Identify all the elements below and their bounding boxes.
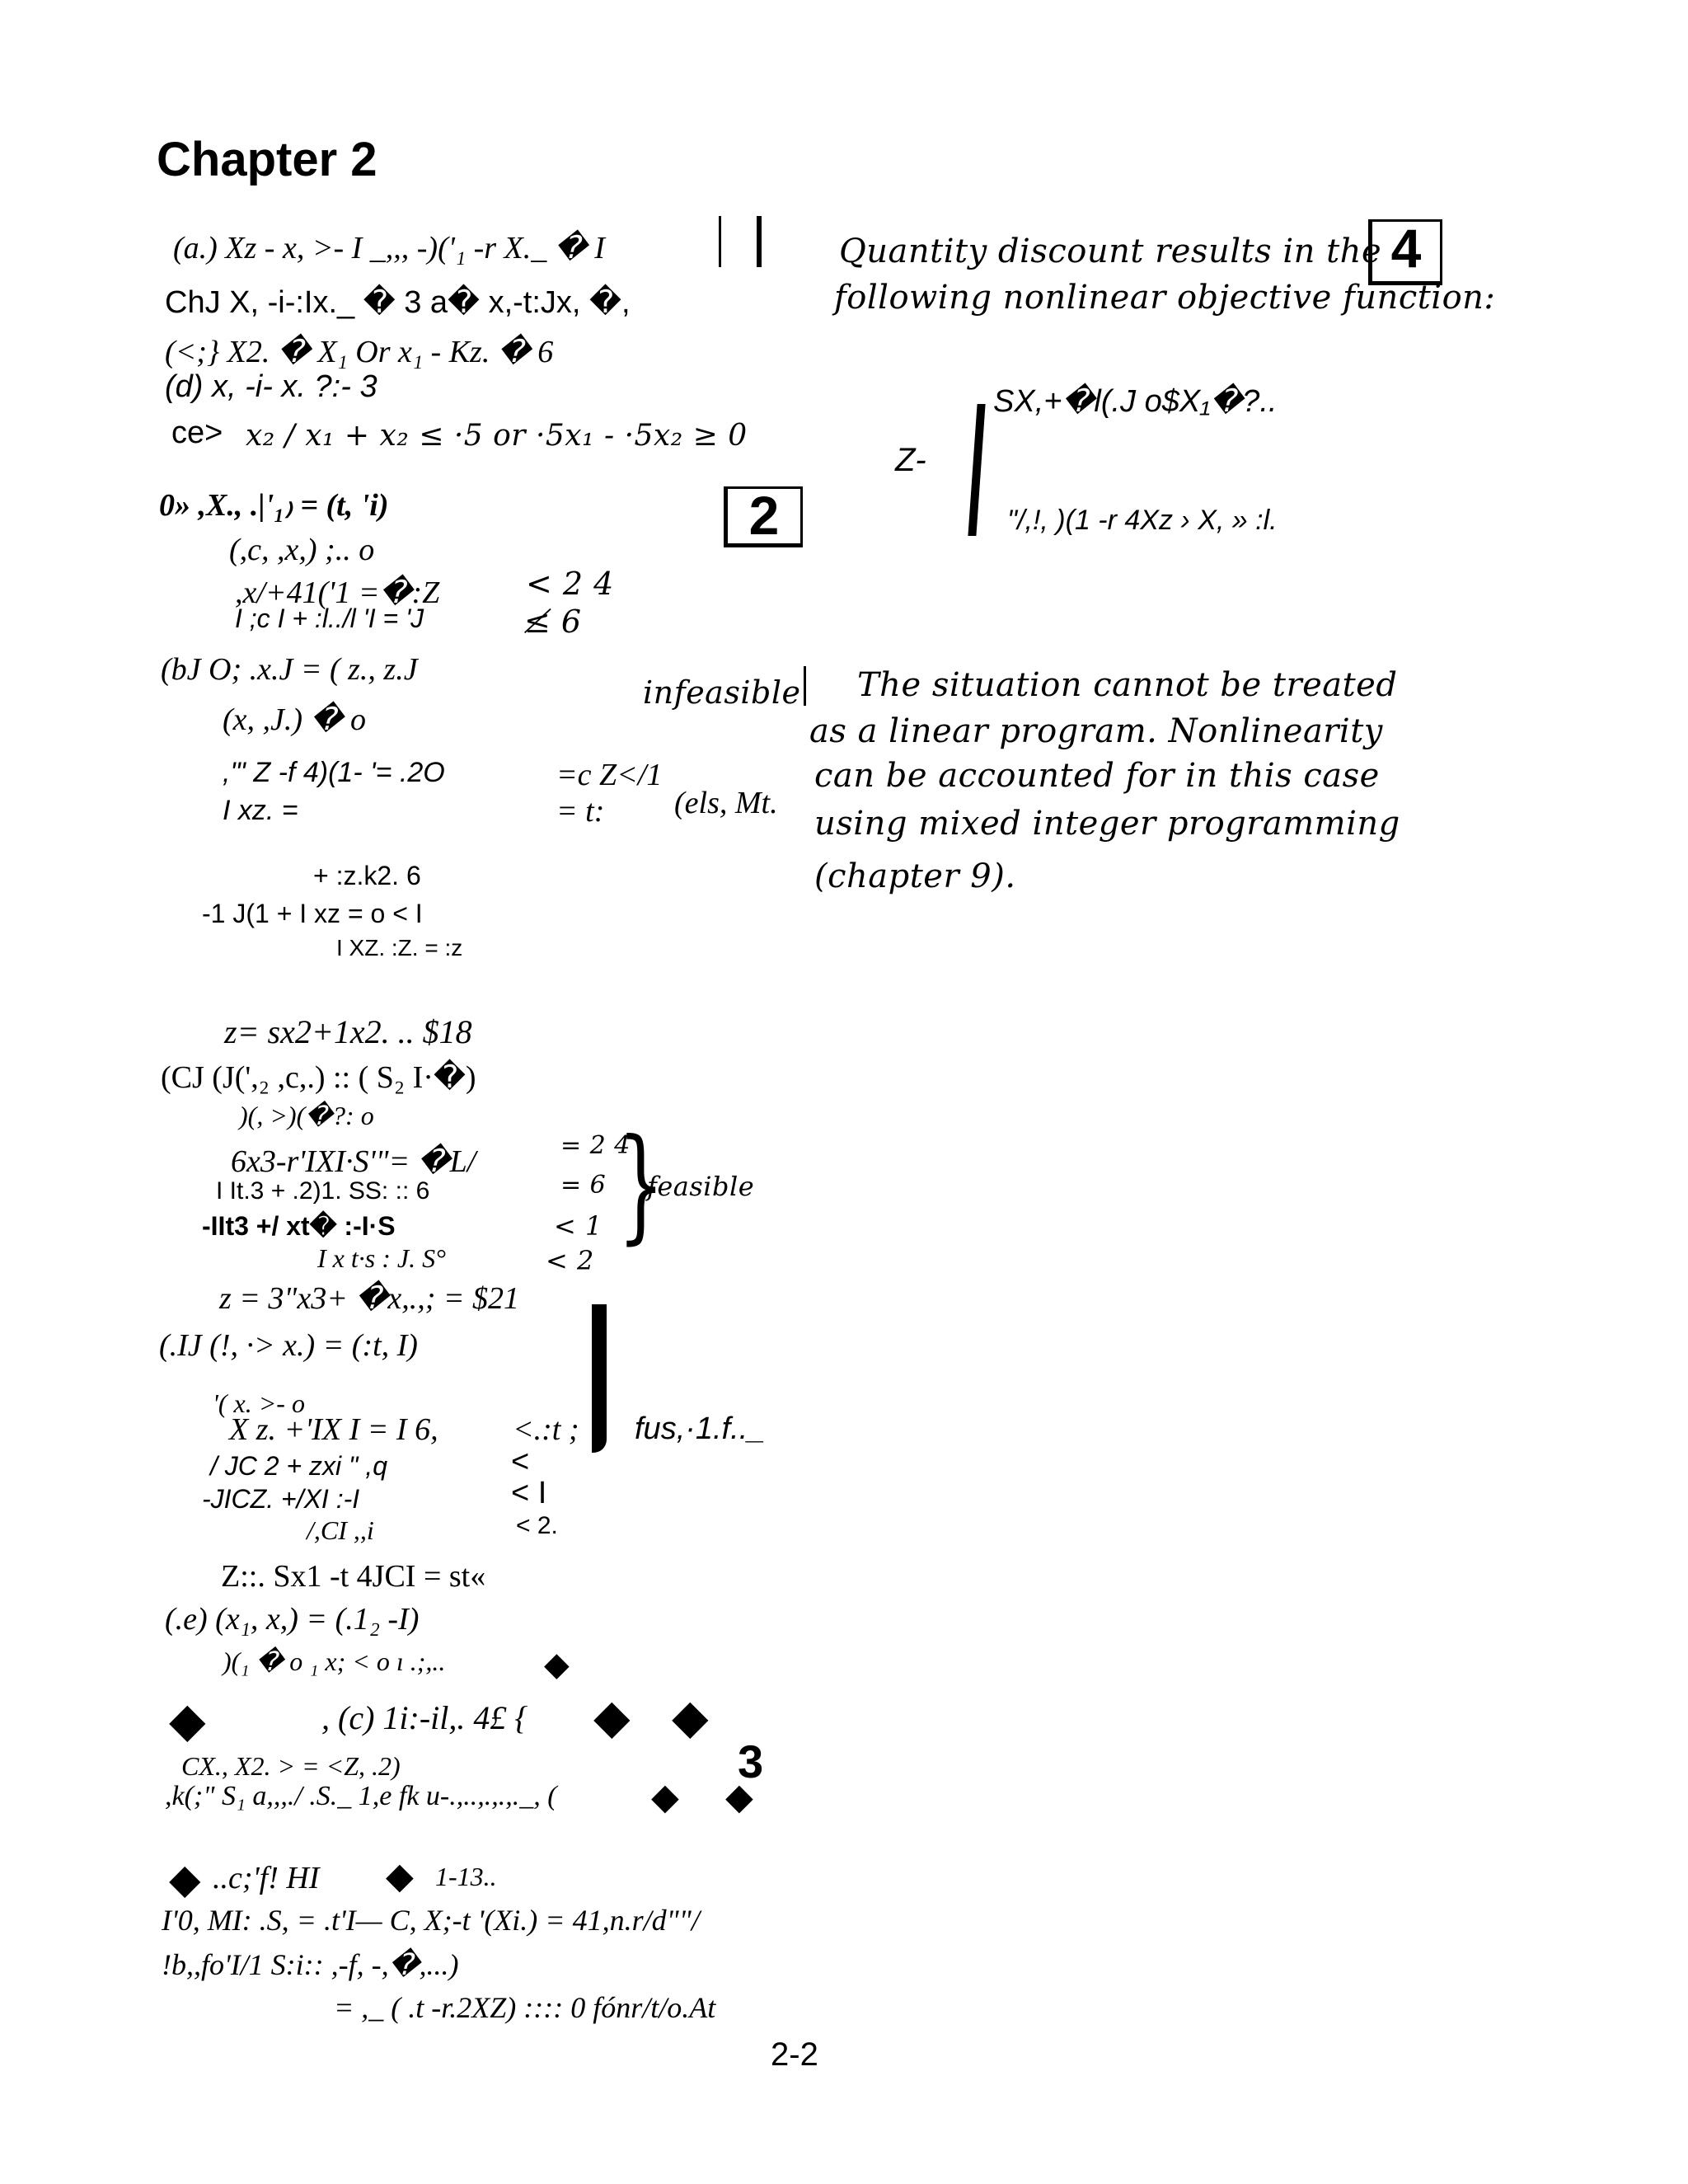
solution-ineq-2: ≰ 6 bbox=[524, 604, 582, 640]
objective-case-2: "/,!, )(1 -r 4Xz › X, » :l. bbox=[1007, 505, 1278, 536]
solution-line-p2: ,k(;" S₁ a,,,./ .S._ 1,e fk u-.,..,.,.,._, ( bbox=[165, 1781, 557, 1811]
quantity-discount-note-line1: Quantity discount results in the bbox=[839, 232, 1382, 270]
glyph-diamond-6: ◆ bbox=[725, 1776, 753, 1818]
feasible-ineq-3: < 1 bbox=[554, 1210, 603, 1242]
solution-line-f3: ,x/+41('1 =�:Z bbox=[235, 575, 440, 610]
solution-line-g3: ,"' Z -f 4)(1- '= .2O bbox=[223, 757, 445, 788]
solution-ineq-1: < 2 4 bbox=[526, 566, 614, 602]
glyph-diamond-1: ◆ bbox=[544, 1646, 570, 1684]
solution-line-a: (a.) Xz - x, >- I _,,, -)('₁ -r X._ � I bbox=[173, 231, 605, 265]
vertical-rule-1 bbox=[719, 216, 721, 267]
solution-line-h3: I XZ. :Z. = :z bbox=[336, 935, 463, 960]
solution-line-p: CX., X2. > = <Z, .2) bbox=[181, 1751, 401, 1781]
infeasible-divider bbox=[804, 666, 806, 706]
solution-line-j5: -IIt3 +/ xt� :-I·S bbox=[202, 1211, 396, 1241]
solution-line-l3: X z. +'IX I = I 6, bbox=[229, 1412, 438, 1447]
glyph-diamond-5: ◆ bbox=[651, 1776, 679, 1818]
linear-program-note-line1: The situation cannot be treated bbox=[857, 666, 1398, 704]
objective-case-1: SX,+�l(.J o$X₁�?.. bbox=[993, 384, 1278, 419]
glyph-diamond-3: ◆ bbox=[593, 1688, 631, 1745]
solution-line-i: z= sx2+1x2. .. $18 bbox=[224, 1013, 472, 1050]
solution-line-j3: 6x3-r'IXI·S'"= �L/ bbox=[231, 1144, 476, 1179]
solution-line-s: !b,,fo'I/1 S:i:: ,-f, -,�,...) bbox=[162, 1948, 459, 1981]
problem-number-box-2: 2 bbox=[724, 486, 803, 547]
solution-line-t: = ,_ ( .t -r.2XZ) :::: 0 fónr/t/o.At bbox=[334, 1991, 716, 2024]
solution-line-g4: I xz. = bbox=[223, 795, 298, 826]
feasible-ineq-4: < 2 bbox=[546, 1245, 594, 1276]
solution-line-q2: 1-13.. bbox=[435, 1862, 497, 1891]
solution-line-h1: + :z.k2. 6 bbox=[313, 861, 421, 890]
glyph-diamond-7: ◆ bbox=[169, 1855, 201, 1903]
solution-line-j: (CJ (J(',₂ ,c,.) :: ( S₂ I·�) bbox=[161, 1060, 476, 1095]
solution-line-g2: (x, ,J.) � o bbox=[223, 702, 367, 737]
solution-line-f: 0» ,X., .|'₁₎ = (t, 'i) bbox=[159, 488, 389, 523]
linear-program-note-line2: as a linear program. Nonlinearity bbox=[809, 712, 1383, 750]
solution-line-b: ChJ X, -i-:Ix._ � 3 a� x,-t:Jx, �, bbox=[165, 285, 631, 320]
linear-program-note-line3: can be accounted for in this case bbox=[814, 757, 1380, 795]
solution-ineq-l3: < 2. bbox=[516, 1512, 558, 1539]
solution-line-k: z = 3"x3+ �x,.,; = $21 bbox=[219, 1281, 520, 1316]
solution-line-j2: )(, >)(�?: o bbox=[239, 1101, 374, 1130]
solution-line-l4: <.:t ; bbox=[513, 1412, 579, 1447]
solution-line-l8: /,CI ,,i bbox=[307, 1515, 374, 1545]
solution-line-g6: = t: bbox=[556, 794, 605, 829]
linear-program-note-line5: (chapter 9). bbox=[814, 857, 1016, 895]
solution-line-e-label: ce> bbox=[171, 416, 223, 450]
solution-line-o: , (c) 1i:-il,. 4£ { bbox=[321, 1699, 528, 1736]
solution-line-n: (.e) (x₁, x,) = (.1₂ -I) bbox=[165, 1602, 420, 1637]
glyph-diamond-4: ◆ bbox=[672, 1688, 709, 1745]
solution-line-m: Z::. Sx1 -t 4JCI = st« bbox=[221, 1559, 486, 1594]
piecewise-bracket bbox=[968, 404, 985, 536]
feasible-label: feasible bbox=[647, 1171, 755, 1202]
solution-line-r: I'0, MI: .S, = .t'I— C, X;-t '(Xi.) = 41,n.r/d""/ bbox=[162, 1904, 700, 1937]
solution-line-q: ..c;'f! HI bbox=[213, 1861, 320, 1895]
vertical-rule-2 bbox=[757, 216, 762, 267]
solution-line-l6: / JC 2 + zxi " ,q bbox=[210, 1451, 387, 1481]
solution-line-g: (bJ O; .x.J = ( z., z.J bbox=[161, 652, 418, 687]
problem-number-3: 3 bbox=[738, 1735, 764, 1787]
solution-line-h2: -1 J(1 + I xz = o < I bbox=[202, 899, 423, 928]
solution-line-l: (.IJ (!, ·> x.) = (:t, I) bbox=[159, 1328, 418, 1363]
glyph-diamond-2: ◆ bbox=[169, 1692, 206, 1748]
solution-line-e-formula: x₂ / x₁ + x₂ ≤ ·5 or ·5x₁ - ·5x₂ ≥ 0 bbox=[246, 419, 748, 453]
solution-line-c: (<;} X2. � X₁ Or x₁ - Kz. � 6 bbox=[165, 335, 554, 369]
solution-line-n2: )(₁ � o ₁ x; < o ı .;,.. bbox=[223, 1646, 446, 1676]
solution-line-l2: '( x. >- o bbox=[213, 1388, 305, 1418]
solution-line-f2: (,c, ,x,) ;.. o bbox=[229, 533, 375, 567]
curly-brace: } bbox=[617, 1113, 665, 1256]
solution-line-j6: I x t·s : J. S° bbox=[317, 1243, 446, 1273]
solution-ineq-l2: < I bbox=[511, 1476, 547, 1510]
solution-line-f4: I ;c I + :l../l 'I = 'J bbox=[235, 604, 424, 633]
feasible-ineq-1: = 2 4 bbox=[560, 1131, 631, 1160]
objective-z-label: Z- bbox=[895, 442, 926, 478]
solution-line-l5: fus,·1.f.._ bbox=[635, 1411, 766, 1446]
large-j-mark bbox=[592, 1304, 607, 1453]
solution-line-d: (d) x, -i- x. ?:- 3 bbox=[165, 369, 377, 404]
chapter-title: Chapter 2 bbox=[157, 133, 377, 186]
feasible-ineq-2: = 6 bbox=[560, 1171, 607, 1200]
page-number: 2-2 bbox=[771, 2036, 818, 2073]
solution-line-j4: I It.3 + .2)1. SS: :: 6 bbox=[216, 1177, 430, 1205]
solution-line-g7: (els, Mt. bbox=[674, 786, 778, 820]
solution-line-g5: =c Z</1 bbox=[556, 758, 663, 792]
solution-line-l7: -JICZ. +/XI :-I bbox=[202, 1484, 360, 1514]
problem-number-box-4: 4 bbox=[1368, 219, 1442, 285]
infeasible-label: infeasible bbox=[643, 674, 801, 711]
solution-ineq-l1: < bbox=[511, 1444, 530, 1479]
quantity-discount-note-line2: following nonlinear objective function: bbox=[834, 279, 1496, 317]
linear-program-note-line4: using mixed integer programming bbox=[814, 805, 1400, 843]
glyph-diamond-8: ◆ bbox=[386, 1855, 414, 1897]
